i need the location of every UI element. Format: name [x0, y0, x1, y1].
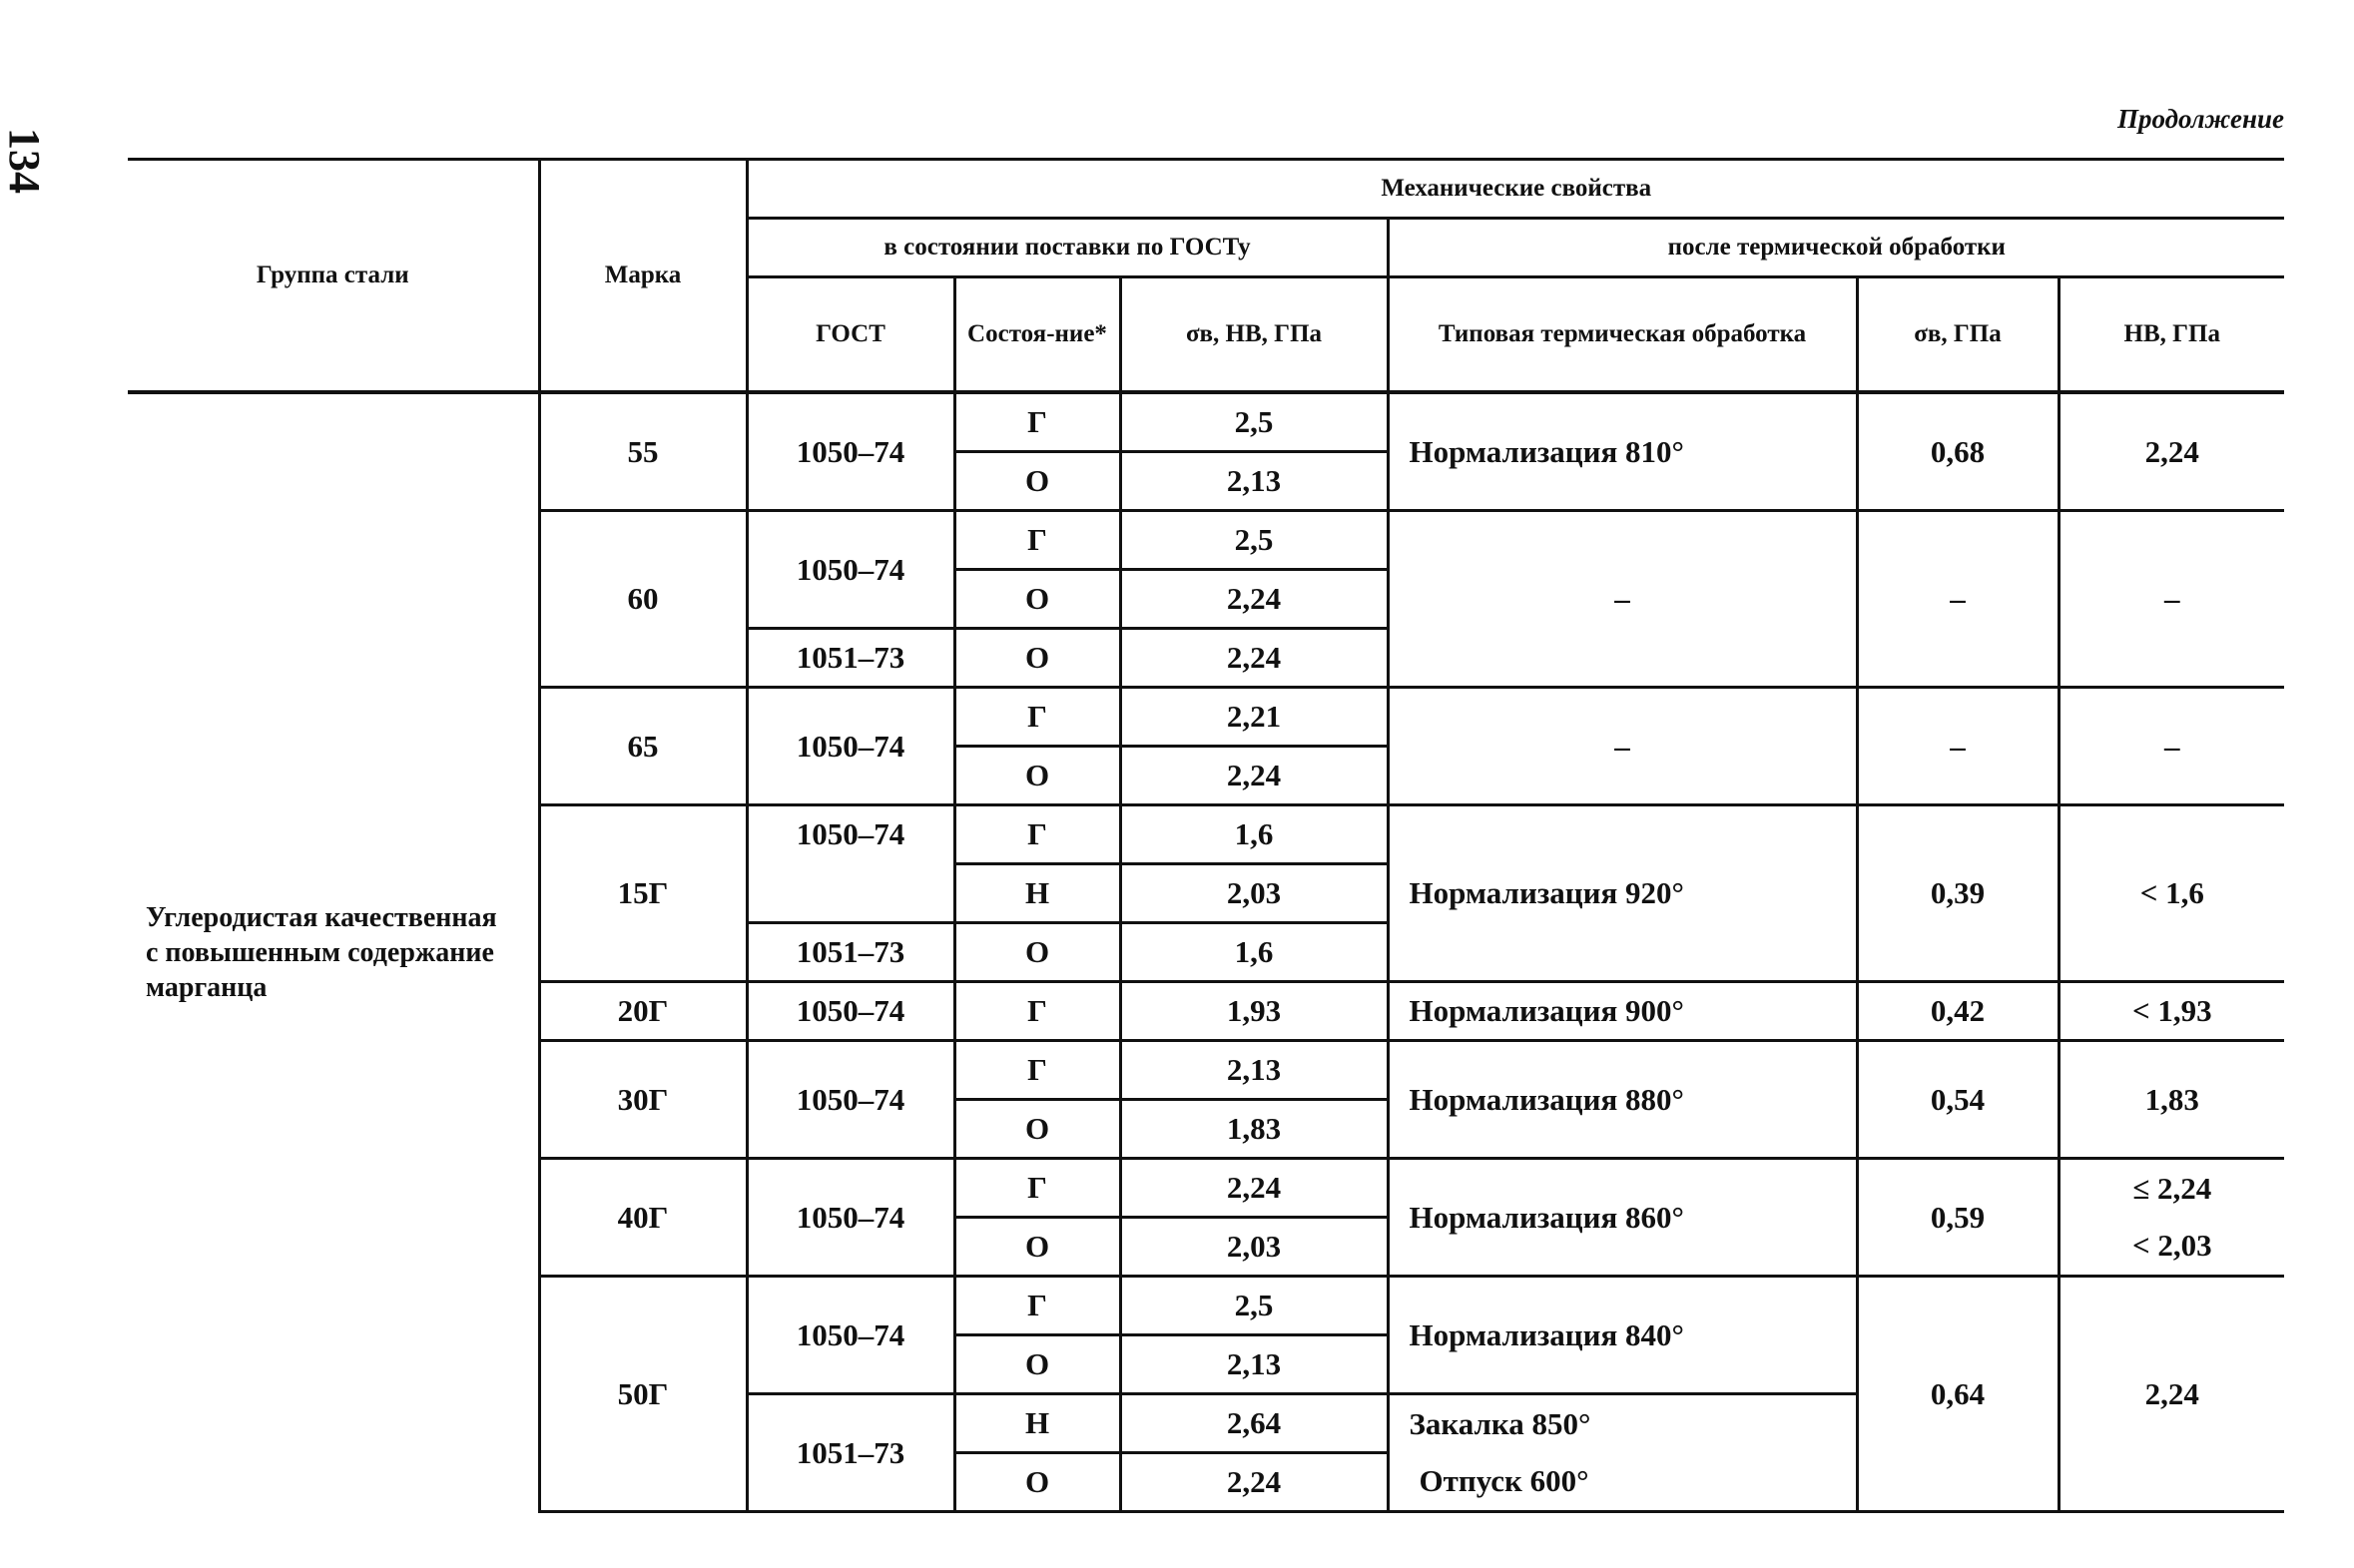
value-cell: 2,03 — [1120, 1218, 1388, 1277]
value-cell: 2,64 — [1120, 1394, 1388, 1453]
gost-cell: 1050–74 — [747, 392, 954, 511]
steel-properties-table — [128, 158, 2284, 1513]
state-cell: О — [954, 1100, 1120, 1159]
value-cell: 1,6 — [1120, 923, 1388, 982]
state-cell: Г — [954, 805, 1120, 864]
gost-cell: 1050–74 — [747, 511, 954, 629]
treatment-cell: Закалка 850° — [1388, 1394, 1857, 1453]
gost-cell: 1050–74 — [747, 1041, 954, 1159]
header-mechanical: Механические свойства — [747, 160, 2284, 219]
value-cell: 2,21 — [1120, 688, 1388, 747]
value-cell: 2,13 — [1120, 1335, 1388, 1394]
header-sigma: σв, ГПа — [1857, 277, 2059, 393]
value-cell: 2,24 — [1120, 1159, 1388, 1218]
gost-cell: 1050–74 — [747, 1159, 954, 1277]
value-cell: 2,03 — [1120, 864, 1388, 923]
grade-cell: 15Г — [539, 805, 747, 982]
state-cell: Г — [954, 1159, 1120, 1218]
continuation-label: Продолжение — [2116, 104, 2284, 134]
header-sigma-hb: σв, НВ, ГПа — [1120, 277, 1388, 393]
hb-cell: < 1,6 — [2059, 805, 2284, 982]
state-cell: Г — [954, 1041, 1120, 1100]
gost-cell: 1051–73 — [747, 629, 954, 688]
hb-cell: 1,83 — [2059, 1041, 2284, 1159]
grade-cell: 30Г — [539, 1041, 747, 1159]
header-heat-treatment: после термической обработки — [1388, 219, 2284, 277]
value-cell: 1,6 — [1120, 805, 1388, 864]
value-cell: 2,24 — [1120, 570, 1388, 629]
hb-cell: < 2,03 — [2059, 1218, 2284, 1277]
gost-cell: 1051–73 — [747, 1394, 954, 1512]
state-cell: О — [954, 923, 1120, 982]
state-cell: О — [954, 452, 1120, 511]
sigma-cell: – — [1857, 688, 2059, 805]
grade-cell: 50Г — [539, 1277, 747, 1512]
hb-cell: < 1,93 — [2059, 982, 2284, 1041]
sigma-cell: 0,64 — [1857, 1277, 2059, 1512]
treatment-cell: Нормализация 810° — [1388, 392, 1857, 511]
hb-cell: 2,24 — [2059, 1277, 2284, 1512]
state-cell: Г — [954, 392, 1120, 452]
value-cell: 1,93 — [1120, 982, 1388, 1041]
header-treatment: Типовая термическая обработка — [1388, 277, 1857, 393]
header-group: Группа стали — [128, 160, 539, 393]
state-cell: О — [954, 1335, 1120, 1394]
gost-cell: 1051–73 — [747, 923, 954, 982]
header-delivery: в состоянии поставки по ГОСТу — [747, 219, 1388, 277]
state-cell: Г — [954, 1277, 1120, 1335]
grade-cell: 60 — [539, 511, 747, 688]
grade-cell: 20Г — [539, 982, 747, 1041]
state-cell: О — [954, 1218, 1120, 1277]
state-cell: Г — [954, 982, 1120, 1041]
steel-group-label: Углеродистая качественная с повышенным содержание марганца — [128, 392, 539, 1512]
gost-cell: 1050–74 — [747, 688, 954, 805]
sigma-cell: 0,39 — [1857, 805, 2059, 982]
grade-cell: 40Г — [539, 1159, 747, 1277]
page-number: 134 — [0, 128, 49, 194]
treatment-cell: Нормализация 840° — [1388, 1277, 1857, 1394]
gost-cell: 1050–74 — [747, 1277, 954, 1394]
header-state: Состоя-ние* — [954, 277, 1120, 393]
value-cell: 2,5 — [1120, 511, 1388, 570]
value-cell: 1,83 — [1120, 1100, 1388, 1159]
value-cell: 2,5 — [1120, 392, 1388, 452]
treatment-cell: Нормализация 860° — [1388, 1159, 1857, 1277]
state-cell: О — [954, 1453, 1120, 1512]
value-cell: 2,24 — [1120, 629, 1388, 688]
treatment-cell: Отпуск 600° — [1388, 1453, 1857, 1512]
header-grade: Марка — [539, 160, 747, 393]
value-cell: 2,5 — [1120, 1277, 1388, 1335]
value-cell: 2,24 — [1120, 747, 1388, 805]
value-cell: 2,13 — [1120, 452, 1388, 511]
hb-cell: ≤ 2,24 — [2059, 1159, 2284, 1218]
gost-cell: 1050–74 — [747, 805, 954, 923]
sigma-cell: 0,68 — [1857, 392, 2059, 511]
state-cell: Г — [954, 688, 1120, 747]
hb-cell: – — [2059, 511, 2284, 688]
grade-cell: 55 — [539, 392, 747, 511]
state-cell: Н — [954, 864, 1120, 923]
treatment-cell: Нормализация 920° — [1388, 805, 1857, 982]
treatment-cell: – — [1388, 511, 1857, 688]
state-cell: О — [954, 747, 1120, 805]
state-cell: О — [954, 570, 1120, 629]
sigma-cell: 0,42 — [1857, 982, 2059, 1041]
value-cell: 2,24 — [1120, 1453, 1388, 1512]
hb-cell: – — [2059, 688, 2284, 805]
treatment-cell: Нормализация 900° — [1388, 982, 1857, 1041]
treatment-cell: Нормализация 880° — [1388, 1041, 1857, 1159]
sigma-cell: 0,59 — [1857, 1159, 2059, 1277]
value-cell: 2,13 — [1120, 1041, 1388, 1100]
state-cell: О — [954, 629, 1120, 688]
gost-cell: 1050–74 — [747, 982, 954, 1041]
state-cell: Н — [954, 1394, 1120, 1453]
header-gost: ГОСТ — [747, 277, 954, 393]
header-hb: НВ, ГПа — [2059, 277, 2284, 393]
hb-cell: 2,24 — [2059, 392, 2284, 511]
treatment-cell: – — [1388, 688, 1857, 805]
sigma-cell: – — [1857, 511, 2059, 688]
sigma-cell: 0,54 — [1857, 1041, 2059, 1159]
state-cell: Г — [954, 511, 1120, 570]
grade-cell: 65 — [539, 688, 747, 805]
